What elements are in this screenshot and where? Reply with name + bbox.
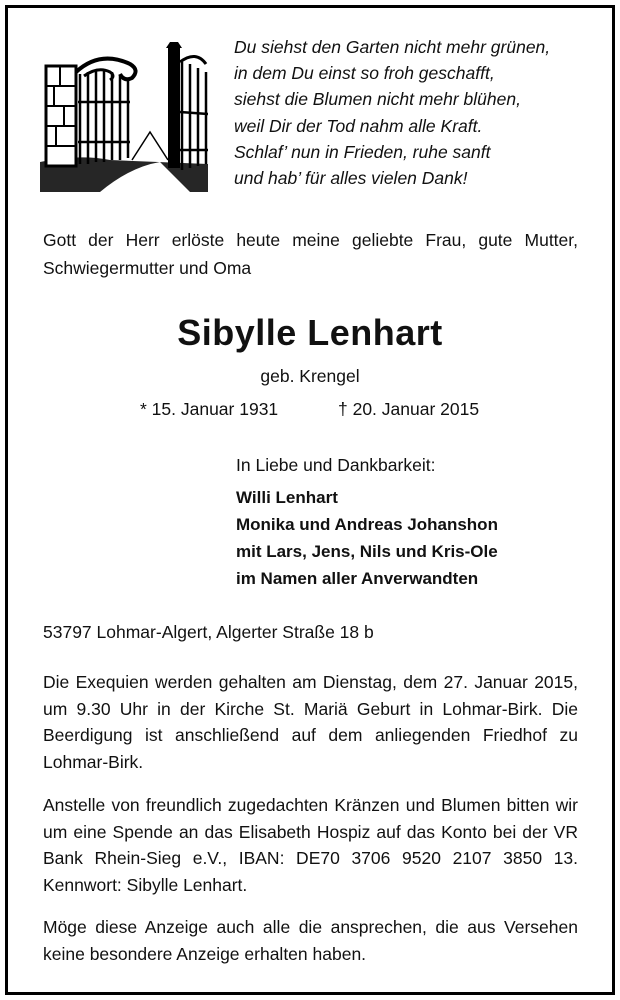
funeral-info-paragraph: Die Exequien werden gehalten am Dienstag, dem 27. Januar 2015, um 9.30 Uhr in der Kirche St. Mariä Geburt in Lohmar-Birk. Die Beerdigung ist anschließend auf dem anliegenden Friedhof zu Lohmar-Birk. — [43, 672, 578, 772]
poem-line: in dem Du einst so froh geschafft, — [234, 63, 495, 84]
mourner-name: Willi Lenhart — [236, 488, 338, 507]
mourners-heading: In Liebe und Dankbarkeit: — [236, 455, 436, 475]
mourner-name: im Namen aller Anverwandten — [236, 569, 479, 588]
mourner-name: mit Lars, Jens, Nils und Kris-Ole — [236, 542, 498, 561]
maiden-name: geb. Krengel — [260, 366, 360, 386]
poem-line: Schlaf’ nun in Frieden, ruhe sanft — [234, 141, 491, 162]
mourners-list — [236, 484, 498, 592]
poem-line: weil Dir der Tod nahm alle Kraft. — [234, 115, 483, 136]
garden-gate-icon — [40, 42, 208, 192]
poem-line: Du siehst den Garten nicht mehr grünen, — [234, 37, 551, 57]
family-address: 53797 Lohmar-Algert, Algerter Straße 18 b — [43, 622, 374, 642]
donation-paragraph: Anstelle von freundlich zugedachten Kränzen und Blumen bitten wir um eine Spende an das Elisabeth Hospiz auf das Konto bei der VR Bank Rhein-Sieg e.V., IBAN: DE70 3706 9520 2107 3850 13. Kennwort: Sibylle Lenhart. — [43, 795, 578, 895]
poem-line: und hab’ für alles vielen Dank! — [234, 168, 468, 189]
notice-paragraph: Möge diese Anzeige auch alle die ansprechen, die aus Versehen keine besondere Anzeige erhalten haben. — [43, 917, 578, 964]
mourner-name: Monika und Andreas Johanshon — [236, 515, 498, 534]
birth-date: * 15. Januar 1931 — [140, 399, 279, 419]
intro-text: Gott der Herr erlöste heute meine geliebte Frau, gute Mutter, Schwiegermutter und Oma — [43, 230, 578, 278]
deceased-name: Sibylle Lenhart — [177, 312, 443, 353]
poem-line: siehst die Blumen nicht mehr blühen, — [234, 89, 521, 110]
death-date: † 20. Januar 2015 — [338, 399, 480, 419]
memorial-poem — [234, 34, 594, 191]
